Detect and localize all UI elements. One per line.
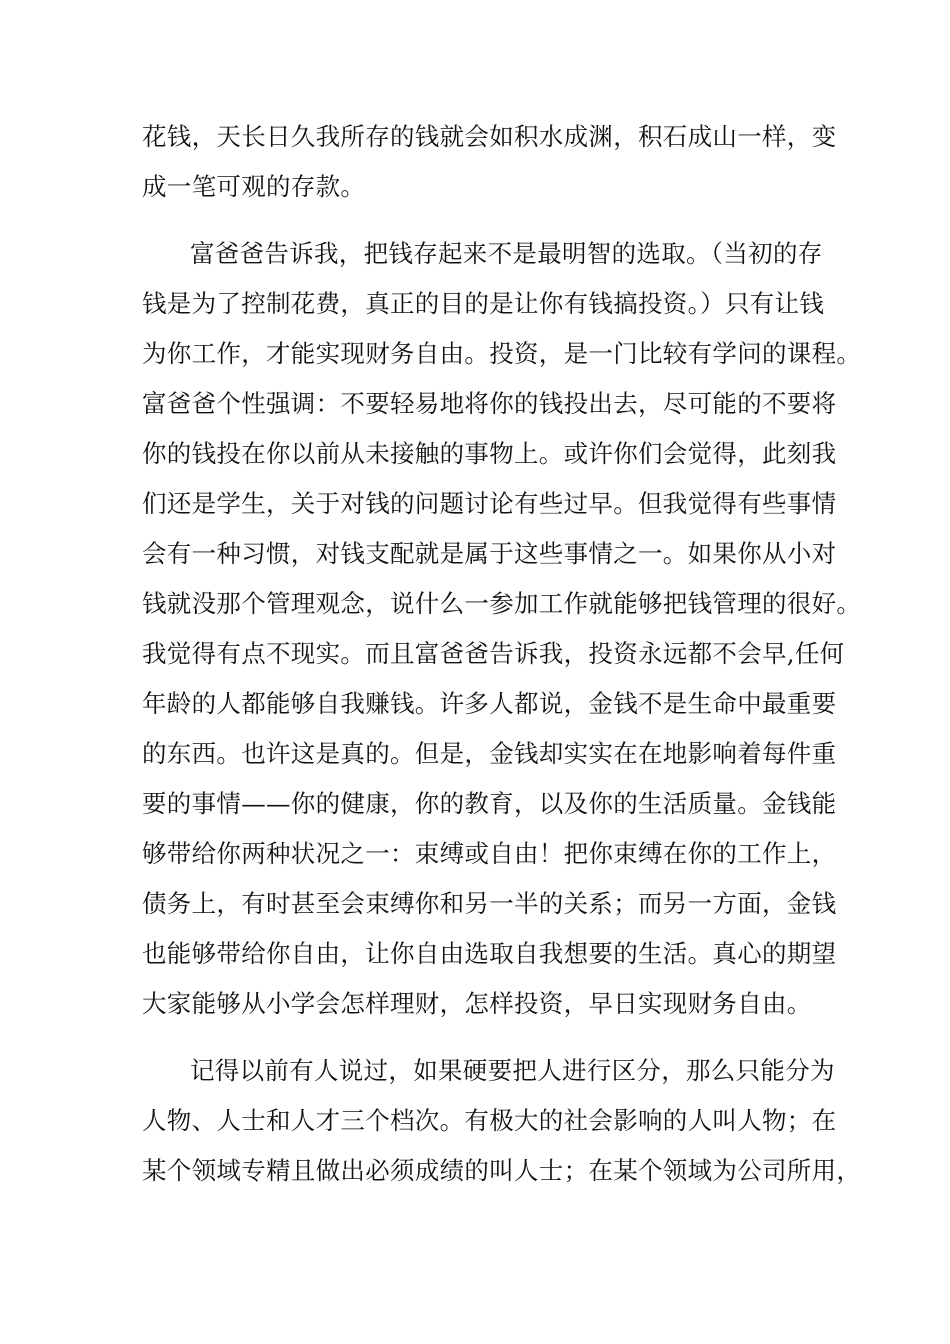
text-line: 要的事情——你的健康，你的教育，以及你的生活质量。金钱能 [142, 789, 837, 818]
text-line: 也能够带给你自由，让你自由选取自我想要的生活。真心的期望 [142, 939, 837, 968]
text-line: 我觉得有点不现实。而且富爸爸告诉我，投资永远都不会早,任何 [142, 639, 845, 668]
text-line: 花钱，天长日久我所存的钱就会如积水成渊，积石成山一样，变 [142, 122, 837, 151]
text-line: 够带给你两种状况之一：束缚或自由！把你束缚在你的工作上， [142, 839, 837, 868]
text-line: 富爸爸个性强调：不要轻易地将你的钱投出去，尽可能的不要将 [142, 389, 837, 418]
text-line: 某个领域专精且做出必须成绩的叫人士；在某个领域为公司所用， [142, 1156, 862, 1185]
text-line: 成一笔可观的存款。 [142, 172, 366, 201]
text-line: 们还是学生，关于对钱的问题讨论有些过早。但我觉得有些事情 [142, 489, 837, 518]
text-line: 年龄的人都能够自我赚钱。许多人都说，金钱不是生命中最重要 [142, 689, 837, 718]
text-line: 债务上，有时甚至会束缚你和另一半的关系；而另一方面，金钱 [142, 889, 837, 918]
text-line: 人物、人士和人才三个档次。有极大的社会影响的人叫人物；在 [142, 1106, 837, 1135]
text-line: 富爸爸告诉我，把钱存起来不是最明智的选取。（当初的存 [190, 239, 823, 268]
text-line: 会有一种习惯，对钱支配就是属于这些事情之一。如果你从小对 [142, 539, 837, 568]
text-line: 钱是为了控制花费，真正的目的是让你有钱搞投资。）只有让钱 [142, 289, 825, 318]
text-line: 大家能够从小学会怎样理财，怎样投资，早日实现财务自由。 [142, 989, 812, 1018]
text-line: 为你工作，才能实现财务自由。投资，是一门比较有学问的课程。 [142, 339, 862, 368]
text-line: 的东西。也许这是真的。但是，金钱却实实在在地影响着每件重 [142, 739, 837, 768]
text-line: 你的钱投在你以前从未接触的事物上。或许你们会觉得，此刻我 [142, 439, 837, 468]
text-line: 钱就没那个管理观念，说什么一参加工作就能够把钱管理的很好。 [142, 589, 862, 618]
text-line: 记得以前有人说过，如果硬要把人进行区分，那么只能分为 [190, 1056, 835, 1085]
